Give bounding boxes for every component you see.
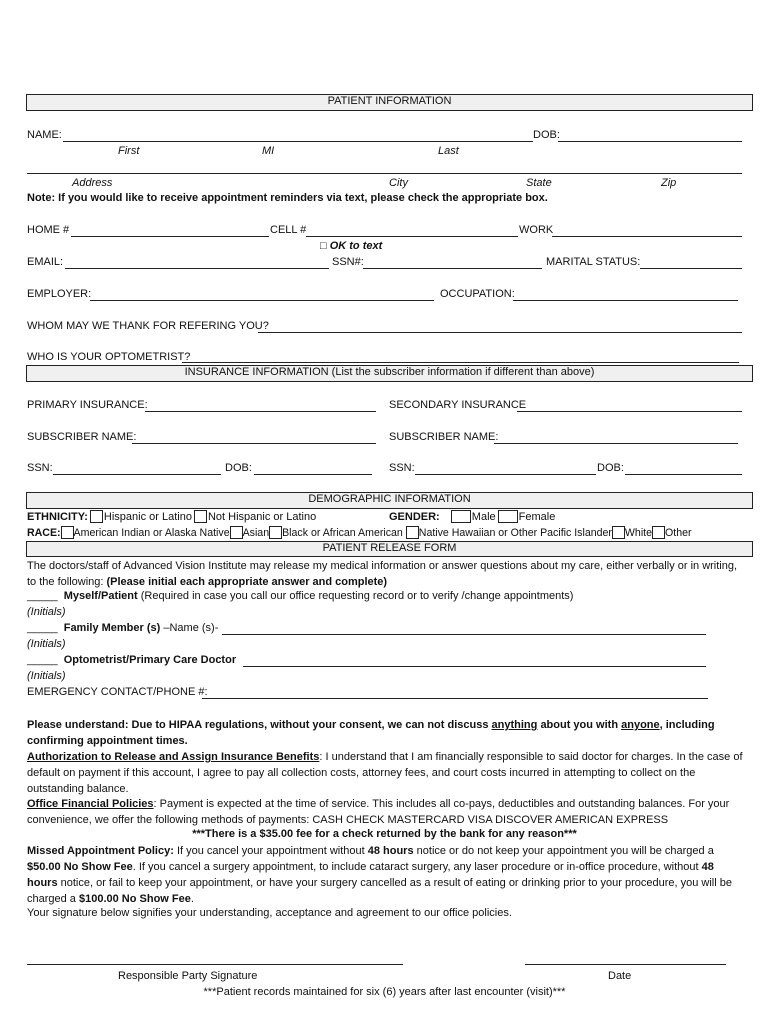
race-american-indian-label: American Indian or Alaska Native <box>73 527 230 539</box>
race-hawaiian-label: Native Hawaiian or Other Pacific Islander <box>418 527 612 539</box>
release-form-header: PATIENT RELEASE FORM <box>26 541 753 557</box>
secondary-insurance-label: SECONDARY INSURANCE <box>389 399 527 411</box>
dob-field[interactable] <box>558 141 742 142</box>
ssn-field[interactable] <box>363 268 542 269</box>
office-policies-paragraph <box>27 796 747 828</box>
ssn-label: SSN#: <box>332 256 364 268</box>
marital-status-label: MARITAL STATUS: <box>546 256 641 268</box>
race-hawaiian-checkbox[interactable] <box>406 526 419 539</box>
dob-label: DOB: <box>533 129 560 141</box>
authorization-text: : I understand that I am financially responsible to said doctor for charges. In the case of default on payment if this account, I agree to pay all collection costs, attorney fees, and court costs incurred in attempting to collect on the outstanding balance. <box>27 751 743 795</box>
female-checkbox[interactable] <box>498 510 518 523</box>
primary-dob-label: DOB: <box>225 462 252 474</box>
cell-label: CELL # <box>270 224 307 236</box>
primary-ssn-field[interactable] <box>53 474 221 475</box>
myself-initials-blank[interactable]: _____ <box>27 590 58 602</box>
employer-field[interactable] <box>90 300 434 301</box>
race-asian-checkbox[interactable] <box>230 526 243 539</box>
primary-insurance-field[interactable] <box>145 411 376 412</box>
office-policies-text: : Payment is expected at the time of service. This includes all co-pays, deductibles and outstanding balances. For your convenience, we offer the following methods of payments: CASH CHECK MASTERCARD VISA DISCOVER AMERICAN EXPRESS <box>27 798 730 826</box>
gender-row <box>389 510 555 523</box>
family-row <box>27 622 218 634</box>
missed-48-hours-1: 48 hours <box>367 845 414 857</box>
primary-dob-field[interactable] <box>254 474 372 475</box>
optometrist-release-field[interactable] <box>243 666 706 667</box>
email-label: EMAIL: <box>27 256 64 268</box>
primary-ssn-label: SSN: <box>27 462 53 474</box>
race-american-indian-checkbox[interactable] <box>61 526 74 539</box>
hipaa-text-1: Please understand: Due to HIPAA regulations, without your consent, we can not discuss <box>27 719 489 731</box>
secondary-ssn-field[interactable] <box>415 474 596 475</box>
family-label: Family Member (s) <box>63 622 161 634</box>
female-label: Female <box>518 511 556 523</box>
email-field[interactable] <box>65 268 329 269</box>
name-field[interactable] <box>63 141 533 142</box>
family-initials-blank[interactable]: _____ <box>27 622 58 634</box>
race-white-checkbox[interactable] <box>612 526 625 539</box>
missed-appointment-paragraph <box>27 843 747 907</box>
myself-label: Myself/Patient <box>63 590 138 602</box>
text-reminder-note: Note: If you would like to receive appointment reminders via text, please check the appropriate box. <box>27 192 548 204</box>
records-retention-note: ***Patient records maintained for six (6) years after last encounter (visit)*** <box>203 986 566 998</box>
occupation-field[interactable] <box>513 300 738 301</box>
home-phone-field[interactable] <box>71 236 269 237</box>
demographic-info-header: DEMOGRAPHIC INFORMATION <box>26 492 753 509</box>
missed-fee-50: $50.00 No Show Fee <box>27 861 133 873</box>
myself-initials-caption: (Initials) <box>27 606 66 618</box>
last-caption: Last <box>438 145 459 157</box>
race-white-label: White <box>624 527 653 539</box>
missed-title: Missed Appointment Policy: <box>27 845 174 857</box>
authorization-title: Authorization to Release and Assign Insurance Benefits <box>27 751 320 763</box>
optometrist-release-row <box>27 654 236 666</box>
date-field[interactable] <box>525 964 726 965</box>
myself-note: (Required in case you call our office requesting record or to verify /change appointments) <box>140 590 574 602</box>
missed-48-hours-2: 48 hours <box>27 861 714 889</box>
primary-subscriber-field[interactable] <box>132 443 376 444</box>
release-intro-instruction: (Please initial each appropriate answer and complete) <box>106 576 388 588</box>
referral-field[interactable] <box>258 332 742 333</box>
city-caption: City <box>389 177 408 189</box>
optometrist-release-label: Optometrist/Primary Care Doctor <box>63 654 237 666</box>
office-policies-title: Office Financial Policies <box>27 798 154 810</box>
work-phone-field[interactable] <box>552 236 742 237</box>
insurance-info-header: INSURANCE INFORMATION (List the subscriber information if different than above) <box>26 365 753 382</box>
signature-caption: Responsible Party Signature <box>118 970 258 982</box>
occupation-label: OCCUPATION: <box>440 288 515 300</box>
race-row <box>27 526 692 539</box>
not-hispanic-checkbox[interactable] <box>194 510 207 523</box>
secondary-subscriber-label: SUBSCRIBER NAME: <box>389 431 499 443</box>
cell-phone-field[interactable] <box>306 236 518 237</box>
employer-label: EMPLOYER: <box>27 288 92 300</box>
mi-caption: MI <box>262 145 275 157</box>
race-label: RACE: <box>27 527 61 539</box>
family-note: –Name (s)- <box>163 622 219 634</box>
state-caption: State <box>526 177 552 189</box>
secondary-subscriber-field[interactable] <box>494 443 738 444</box>
race-asian-label: Asian <box>242 527 270 539</box>
myself-row <box>27 590 573 602</box>
hipaa-notice <box>27 717 747 749</box>
hipaa-anything: anything <box>491 719 538 731</box>
name-label: NAME: <box>27 129 62 141</box>
male-label: Male <box>471 511 496 523</box>
first-caption: First <box>118 145 140 157</box>
hipaa-text-2: about you with <box>540 719 619 731</box>
secondary-ssn-label: SSN: <box>389 462 415 474</box>
secondary-insurance-field[interactable] <box>517 411 742 412</box>
optometrist-initials-blank[interactable]: _____ <box>27 654 58 666</box>
missed-text-3: . If you cancel a surgery appointment, to include cataract surgery, any laser procedure or in-office procedure, without <box>132 861 702 873</box>
address-caption: Address <box>72 177 113 189</box>
race-black-checkbox[interactable] <box>269 526 282 539</box>
primary-insurance-label: PRIMARY INSURANCE: <box>27 399 148 411</box>
zip-caption: Zip <box>661 177 677 189</box>
marital-status-field[interactable] <box>640 268 742 269</box>
male-checkbox[interactable] <box>451 510 471 523</box>
missed-text-4: notice, or fail to keep your appointment, or have your surgery cancelled as a result of eating or drinking prior to your procedure, you will be charged a <box>27 877 732 905</box>
primary-subscriber-label: SUBSCRIBER NAME: <box>27 431 137 443</box>
hipaa-anyone: anyone <box>621 719 660 731</box>
missed-text-2: notice or do not keep your appointment you will be charged a <box>413 845 714 857</box>
missed-fee-100: $100.00 No Show Fee <box>78 893 191 905</box>
optometrist-label: WHO IS YOUR OPTOMETRIST? <box>27 351 191 363</box>
release-intro-text: The doctors/staff of Advanced Vision Institute may release my medical information or answer questions about my care, either verbally or in writing, to the following: <box>27 560 738 588</box>
release-intro <box>27 558 747 590</box>
hispanic-checkbox[interactable] <box>90 510 103 523</box>
check-fee-notice: ***There is a $35.00 fee for a check returned by the bank for any reason*** <box>192 828 577 840</box>
work-label: WORK <box>519 224 554 236</box>
ethnicity-row <box>27 510 316 523</box>
race-other-label: Other <box>665 527 692 539</box>
race-other-checkbox[interactable] <box>652 526 665 539</box>
optometrist-field[interactable] <box>182 362 739 363</box>
patient-info-header: PATIENT INFORMATION <box>26 94 753 111</box>
ethnicity-label: ETHNICITY: <box>27 511 88 523</box>
missed-text-5: . <box>190 893 194 905</box>
referral-label: WHOM MAY WE THANK FOR REFERING YOU? <box>27 320 269 332</box>
gender-label: GENDER: <box>389 511 440 523</box>
hispanic-label: Hispanic or Latino <box>103 511 192 523</box>
home-label: HOME # <box>27 224 70 236</box>
authorization-paragraph <box>27 749 747 797</box>
ok-to-text-checkbox[interactable]: □ OK to text <box>320 240 383 252</box>
emergency-contact-label: EMERGENCY CONTACT/PHONE #: <box>27 686 208 698</box>
family-name-field[interactable] <box>222 634 706 635</box>
signature-agreement-note: Your signature below signifies your understanding, acceptance and agreement to our office policies. <box>27 907 512 919</box>
secondary-dob-field[interactable] <box>625 474 742 475</box>
family-initials-caption: (Initials) <box>27 638 66 650</box>
address-field[interactable] <box>27 173 742 174</box>
date-caption: Date <box>608 970 632 982</box>
secondary-dob-label: DOB: <box>597 462 624 474</box>
missed-text-1: If you cancel your appointment without <box>173 845 368 857</box>
hipaa-text-3: , including confirming appointment times. <box>27 719 715 747</box>
emergency-contact-field[interactable] <box>202 698 708 699</box>
signature-field[interactable] <box>27 964 403 965</box>
race-black-label: Black or African American <box>282 527 403 539</box>
not-hispanic-label: Not Hispanic or Latino <box>207 511 317 523</box>
optometrist-initials-caption: (Initials) <box>27 670 66 682</box>
